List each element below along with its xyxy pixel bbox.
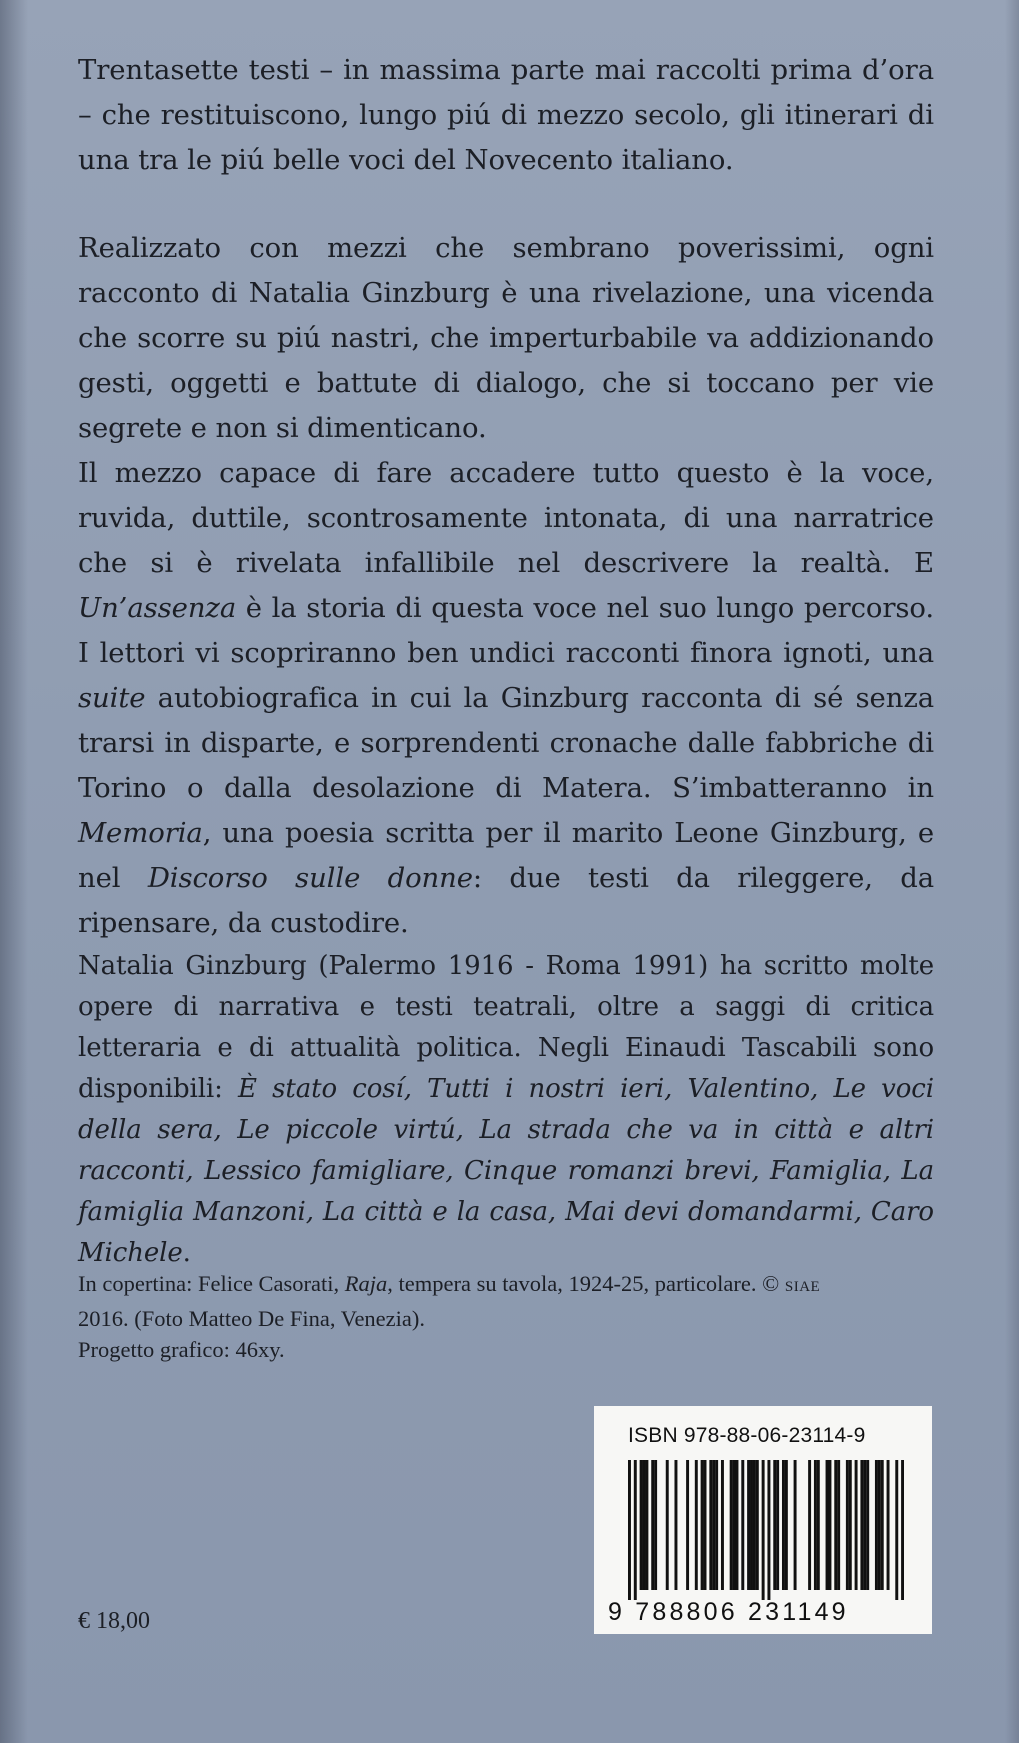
cover-credit-prefix: In copertina: Felice Casorati,	[78, 1271, 345, 1296]
barcode-bar	[849, 1460, 852, 1590]
barcode-bar	[866, 1460, 869, 1590]
barcode-bar	[651, 1460, 654, 1590]
barcode-bar	[828, 1460, 831, 1590]
barcode-bar	[887, 1460, 890, 1590]
barcode-bar	[686, 1460, 689, 1590]
barcode-bar	[654, 1460, 657, 1590]
bio-text: Natalia Ginzburg (Palermo 1916 - Roma 1991) ha scritto molte opere di narrativa e testi teatrali, oltre a saggi di critica letteraria e di attualità politica. Negli Einaudi Tascabili sono disponibili:	[78, 951, 934, 1104]
barcode-bar	[712, 1460, 715, 1590]
barcode-bar	[785, 1460, 788, 1590]
cover-credit-suffix: , tempera su tavola, 1924-25, particolare. ©	[387, 1271, 785, 1296]
barcode-bars	[628, 1460, 904, 1600]
barcode-bar	[837, 1460, 840, 1590]
bio-end: .	[182, 1238, 191, 1268]
barcode-bar	[750, 1460, 753, 1590]
barcode-bar	[666, 1460, 669, 1590]
blurb-text: , una poesia scritta per il marito Leone Ginzburg, e nel	[78, 817, 934, 894]
blurb-paragraph-2: Realizzato con mezzi che sembrano poverissimi, ogni racconto di Natalia Ginzburg è una rivelazione, una vicenda che scorre su piú nastri, che imperturbabile va addizionando gesti, oggetti e battute di dialogo, che si toccano per vie segrete e non si dimenticano.	[78, 232, 934, 444]
barcode-bar	[733, 1460, 736, 1590]
barcode-bar	[773, 1460, 776, 1590]
barcode-bar	[855, 1460, 858, 1590]
book-title: Un’assenza	[78, 592, 237, 624]
price-label: € 18,00	[78, 1608, 150, 1634]
author-bio	[78, 946, 934, 1274]
barcode-guard-bar	[634, 1460, 637, 1600]
barcode-bar	[695, 1460, 698, 1590]
barcode-bar	[875, 1460, 878, 1590]
design-credit: Progetto grafico: 46xy.	[78, 1337, 285, 1362]
cover-credit	[78, 1268, 938, 1303]
isbn-barcode	[594, 1406, 932, 1634]
blurb-intro: Trentasette testi – in massima parte mai raccolti prima d’ora – che restituiscono, lungo piú di mezzo secolo, gli itinerari di una tra le piú belle voci del Novecento italiano.	[78, 54, 934, 176]
barcode-bar	[881, 1460, 884, 1590]
barcode-bar	[709, 1460, 712, 1590]
poem-title: Memoria	[78, 817, 203, 849]
barcode-bar	[715, 1460, 718, 1590]
blurb-body	[78, 226, 934, 946]
barcode-bar	[817, 1460, 820, 1590]
barcode-bar	[826, 1460, 829, 1590]
barcode-guard-bar	[628, 1460, 631, 1600]
barcode-bar	[704, 1460, 707, 1590]
barcode-bar	[735, 1460, 738, 1590]
barcode-bar	[674, 1460, 677, 1590]
barcode-guard-bar	[767, 1460, 770, 1600]
barcode-bar	[782, 1460, 785, 1590]
blurb-text: : due testi da rileggere, da ripensare, da custodire.	[78, 862, 934, 939]
edge-shadow-right	[1005, 0, 1019, 1743]
barcode-bar	[814, 1460, 817, 1590]
barcode-bar	[846, 1460, 849, 1590]
barcode-guard-bar	[901, 1460, 904, 1600]
barcode-bar	[753, 1460, 756, 1590]
barcode-bar	[808, 1460, 811, 1590]
book-list: È stato cosí, Tutti i nostri ieri, Valentino, Le voci della sera, Le piccole virtú, La strada che va in città e altri racconti, Lessico famigliare, Cinque romanzi brevi, Famiglia, La famiglia Manzoni, La città e la casa, Mai devi domandarmi, Caro Michele	[78, 1074, 934, 1268]
barcode-digits: 9 788806 231149	[608, 1598, 849, 1626]
barcode-bar	[645, 1460, 648, 1590]
barcode-bar	[834, 1460, 837, 1590]
barcode-bar	[643, 1460, 646, 1590]
barcode-bar	[794, 1460, 797, 1590]
isbn-label: ISBN 978-88-06-23114-9	[628, 1424, 866, 1447]
barcode-bar	[640, 1460, 643, 1590]
painting-title: Raja	[344, 1271, 388, 1296]
barcode-bar	[730, 1460, 733, 1590]
barcode-bar	[860, 1460, 863, 1590]
blurb-text: autobiografica in cui la Ginzburg racconta di sé senza trarsi in disparte, e sorprendenti cronache dalle fabbriche di Torino o dalla desolazione di Matera. S’imbatteranno in	[78, 682, 934, 804]
photo-credit: 2016. (Foto Matteo De Fina, Venezia).	[78, 1306, 426, 1331]
blurb-paragraph-3	[78, 451, 934, 946]
barcode-guard-bar	[895, 1460, 898, 1600]
barcode-bar	[747, 1460, 750, 1590]
barcode-bar	[863, 1460, 866, 1590]
essay-title: Discorso sulle donne	[147, 862, 473, 894]
credits	[78, 1268, 938, 1365]
barcode-bar	[721, 1460, 724, 1590]
blurb-text: è la storia di questa voce nel suo lungo percorso. I lettori vi scopriranno ben undici racconti finora ignoti, una	[78, 592, 934, 669]
siae-mark: SIAE	[784, 1279, 821, 1295]
barcode-bar	[701, 1460, 704, 1590]
italic-term: suite	[78, 682, 146, 714]
barcode-bar	[776, 1460, 779, 1590]
barcode-guard-bar	[762, 1460, 765, 1600]
blurb-text: Il mezzo capace di fare accadere tutto questo è la voce, ruvida, duttile, scontrosamente intonata, di una narratrice che si è rivelata infallibile nel descrivere la realtà. E	[78, 457, 934, 579]
barcode-bar	[756, 1460, 759, 1590]
barcode-bar	[878, 1460, 881, 1590]
spine-shadow	[0, 0, 28, 1743]
barcode-bar	[741, 1460, 744, 1590]
